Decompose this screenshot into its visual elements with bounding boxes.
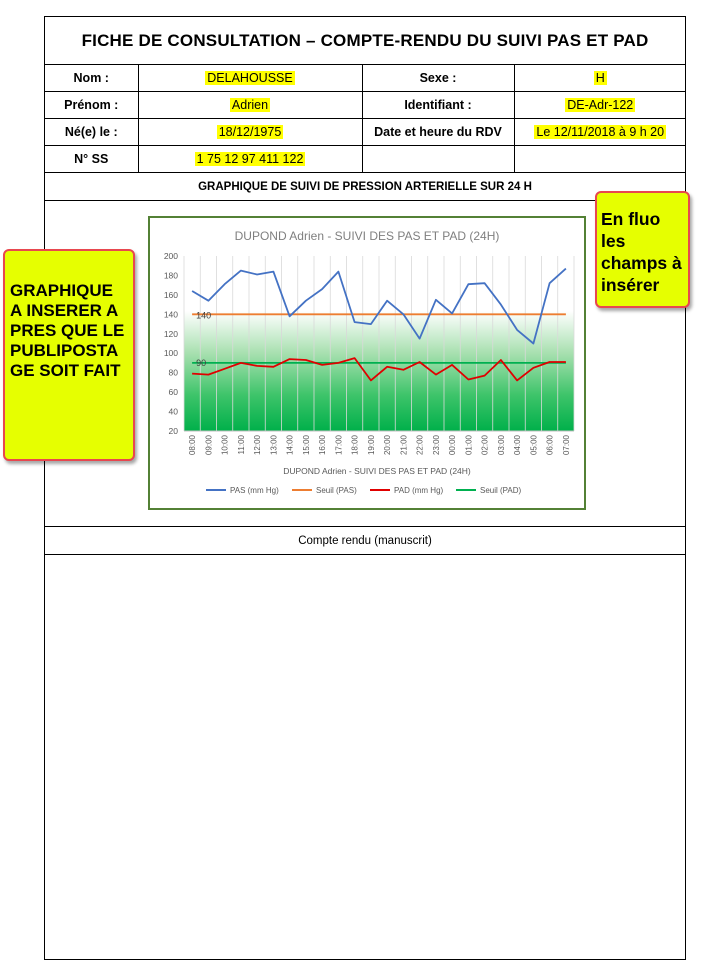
nom-value: DELAHOUSSE: [207, 71, 293, 85]
prenom-value: Adrien: [231, 98, 269, 112]
x-tick-label: 18:00: [350, 435, 360, 456]
x-tick-label: 11:00: [236, 435, 246, 455]
prenom-cell: [138, 92, 362, 119]
ss-cell: [138, 146, 362, 173]
x-tick-label: 17:00: [334, 435, 344, 456]
x-tick-label: 15:00: [301, 435, 311, 456]
empty-cell-1: [362, 146, 514, 173]
consultation-sheet: [44, 16, 686, 960]
x-tick-label: 22:00: [415, 435, 425, 456]
compte-rendu-title: Compte rendu (manuscrit): [45, 527, 685, 555]
x-tick-label: 03:00: [496, 435, 506, 456]
y-tick-label: 20: [168, 426, 178, 436]
y-tick-label: 180: [163, 270, 178, 281]
x-tick-label: 19:00: [366, 435, 376, 456]
x-tick-label: 00:00: [448, 435, 458, 456]
x-tick-label: 14:00: [285, 435, 295, 456]
y-tick-label: 200: [163, 251, 178, 261]
naissance-cell: [138, 119, 362, 146]
sexe-label: Sexe :: [362, 65, 514, 92]
naissance-value: 18/12/1975: [218, 125, 282, 139]
naissance-label: Né(e) le :: [45, 119, 138, 146]
x-tick-label: 13:00: [269, 435, 279, 456]
y-tick-label: 140: [163, 309, 178, 320]
patient-info-table: [45, 64, 686, 173]
y-tick-label: 60: [168, 387, 178, 398]
graph-area: [45, 200, 685, 527]
threshold-label-pad: 90: [196, 357, 207, 368]
identifiant-cell: [514, 92, 686, 119]
sexe-cell: [514, 65, 686, 92]
x-tick-label: 06:00: [545, 435, 555, 456]
nom-cell: [138, 65, 362, 92]
x-tick-label: 08:00: [188, 435, 198, 456]
x-tick-label: 01:00: [464, 435, 474, 456]
x-tick-label: 12:00: [253, 435, 263, 456]
x-axis-title: DUPOND Adrien - SUIVI DES PAS ET PAD (24H): [283, 466, 471, 476]
legend-label: PAS (mm Hg): [230, 486, 279, 495]
ss-label: N° SS: [45, 146, 138, 173]
y-tick-label: 100: [163, 348, 178, 359]
x-tick-label: 23:00: [431, 435, 441, 456]
nom-label: Nom :: [45, 65, 138, 92]
callout-fields-note: En fluo les champs à insérer: [595, 191, 690, 308]
compte-rendu-area[interactable]: [45, 555, 685, 959]
ss-value: 1 75 12 97 411 122: [196, 152, 304, 166]
sexe-value: H: [595, 71, 605, 85]
y-tick-label: 80: [168, 367, 178, 378]
x-tick-label: 09:00: [204, 435, 214, 456]
x-tick-label: 07:00: [561, 435, 571, 456]
legend-label: Seuil (PAD): [480, 486, 522, 495]
x-tick-label: 04:00: [513, 435, 523, 456]
x-tick-label: 05:00: [529, 435, 539, 456]
bp-chart-svg: [150, 218, 584, 508]
callout-graph-note: GRAPHIQUE A INSERER APRES QUE LE PUBLIPOSTAGE SOIT FAIT: [3, 249, 135, 461]
threshold-label-pas: 140: [196, 310, 212, 321]
graph-section-title: GRAPHIQUE DE SUIVI DE PRESSION ARTERIELLE SUR 24 H: [45, 173, 685, 201]
legend-label: PAD (mm Hg): [394, 486, 444, 495]
x-tick-label: 10:00: [220, 435, 230, 456]
y-tick-label: 120: [163, 328, 178, 339]
page-title: FICHE DE CONSULTATION – COMPTE-RENDU DU SUIVI PAS ET PAD: [45, 17, 685, 65]
x-tick-label: 21:00: [399, 435, 409, 456]
x-tick-label: 20:00: [383, 435, 393, 456]
identifiant-label: Identifiant :: [362, 92, 514, 119]
y-tick-label: 40: [168, 406, 178, 417]
rdv-cell: [514, 119, 686, 146]
rdv-label: Date et heure du RDV: [362, 119, 514, 146]
empty-cell-2: [514, 146, 686, 173]
x-tick-label: 16:00: [318, 435, 328, 456]
y-tick-label: 160: [163, 289, 178, 300]
prenom-label: Prénom :: [45, 92, 138, 119]
identifiant-value: DE-Adr-122: [567, 98, 634, 112]
legend-label: Seuil (PAS): [316, 486, 357, 495]
bp-chart: [148, 216, 586, 510]
x-tick-label: 02:00: [480, 435, 490, 456]
rdv-value: Le 12/11/2018 à 9 h 20: [536, 125, 665, 139]
chart-title: DUPOND Adrien - SUIVI DES PAS ET PAD (24H): [234, 229, 500, 243]
